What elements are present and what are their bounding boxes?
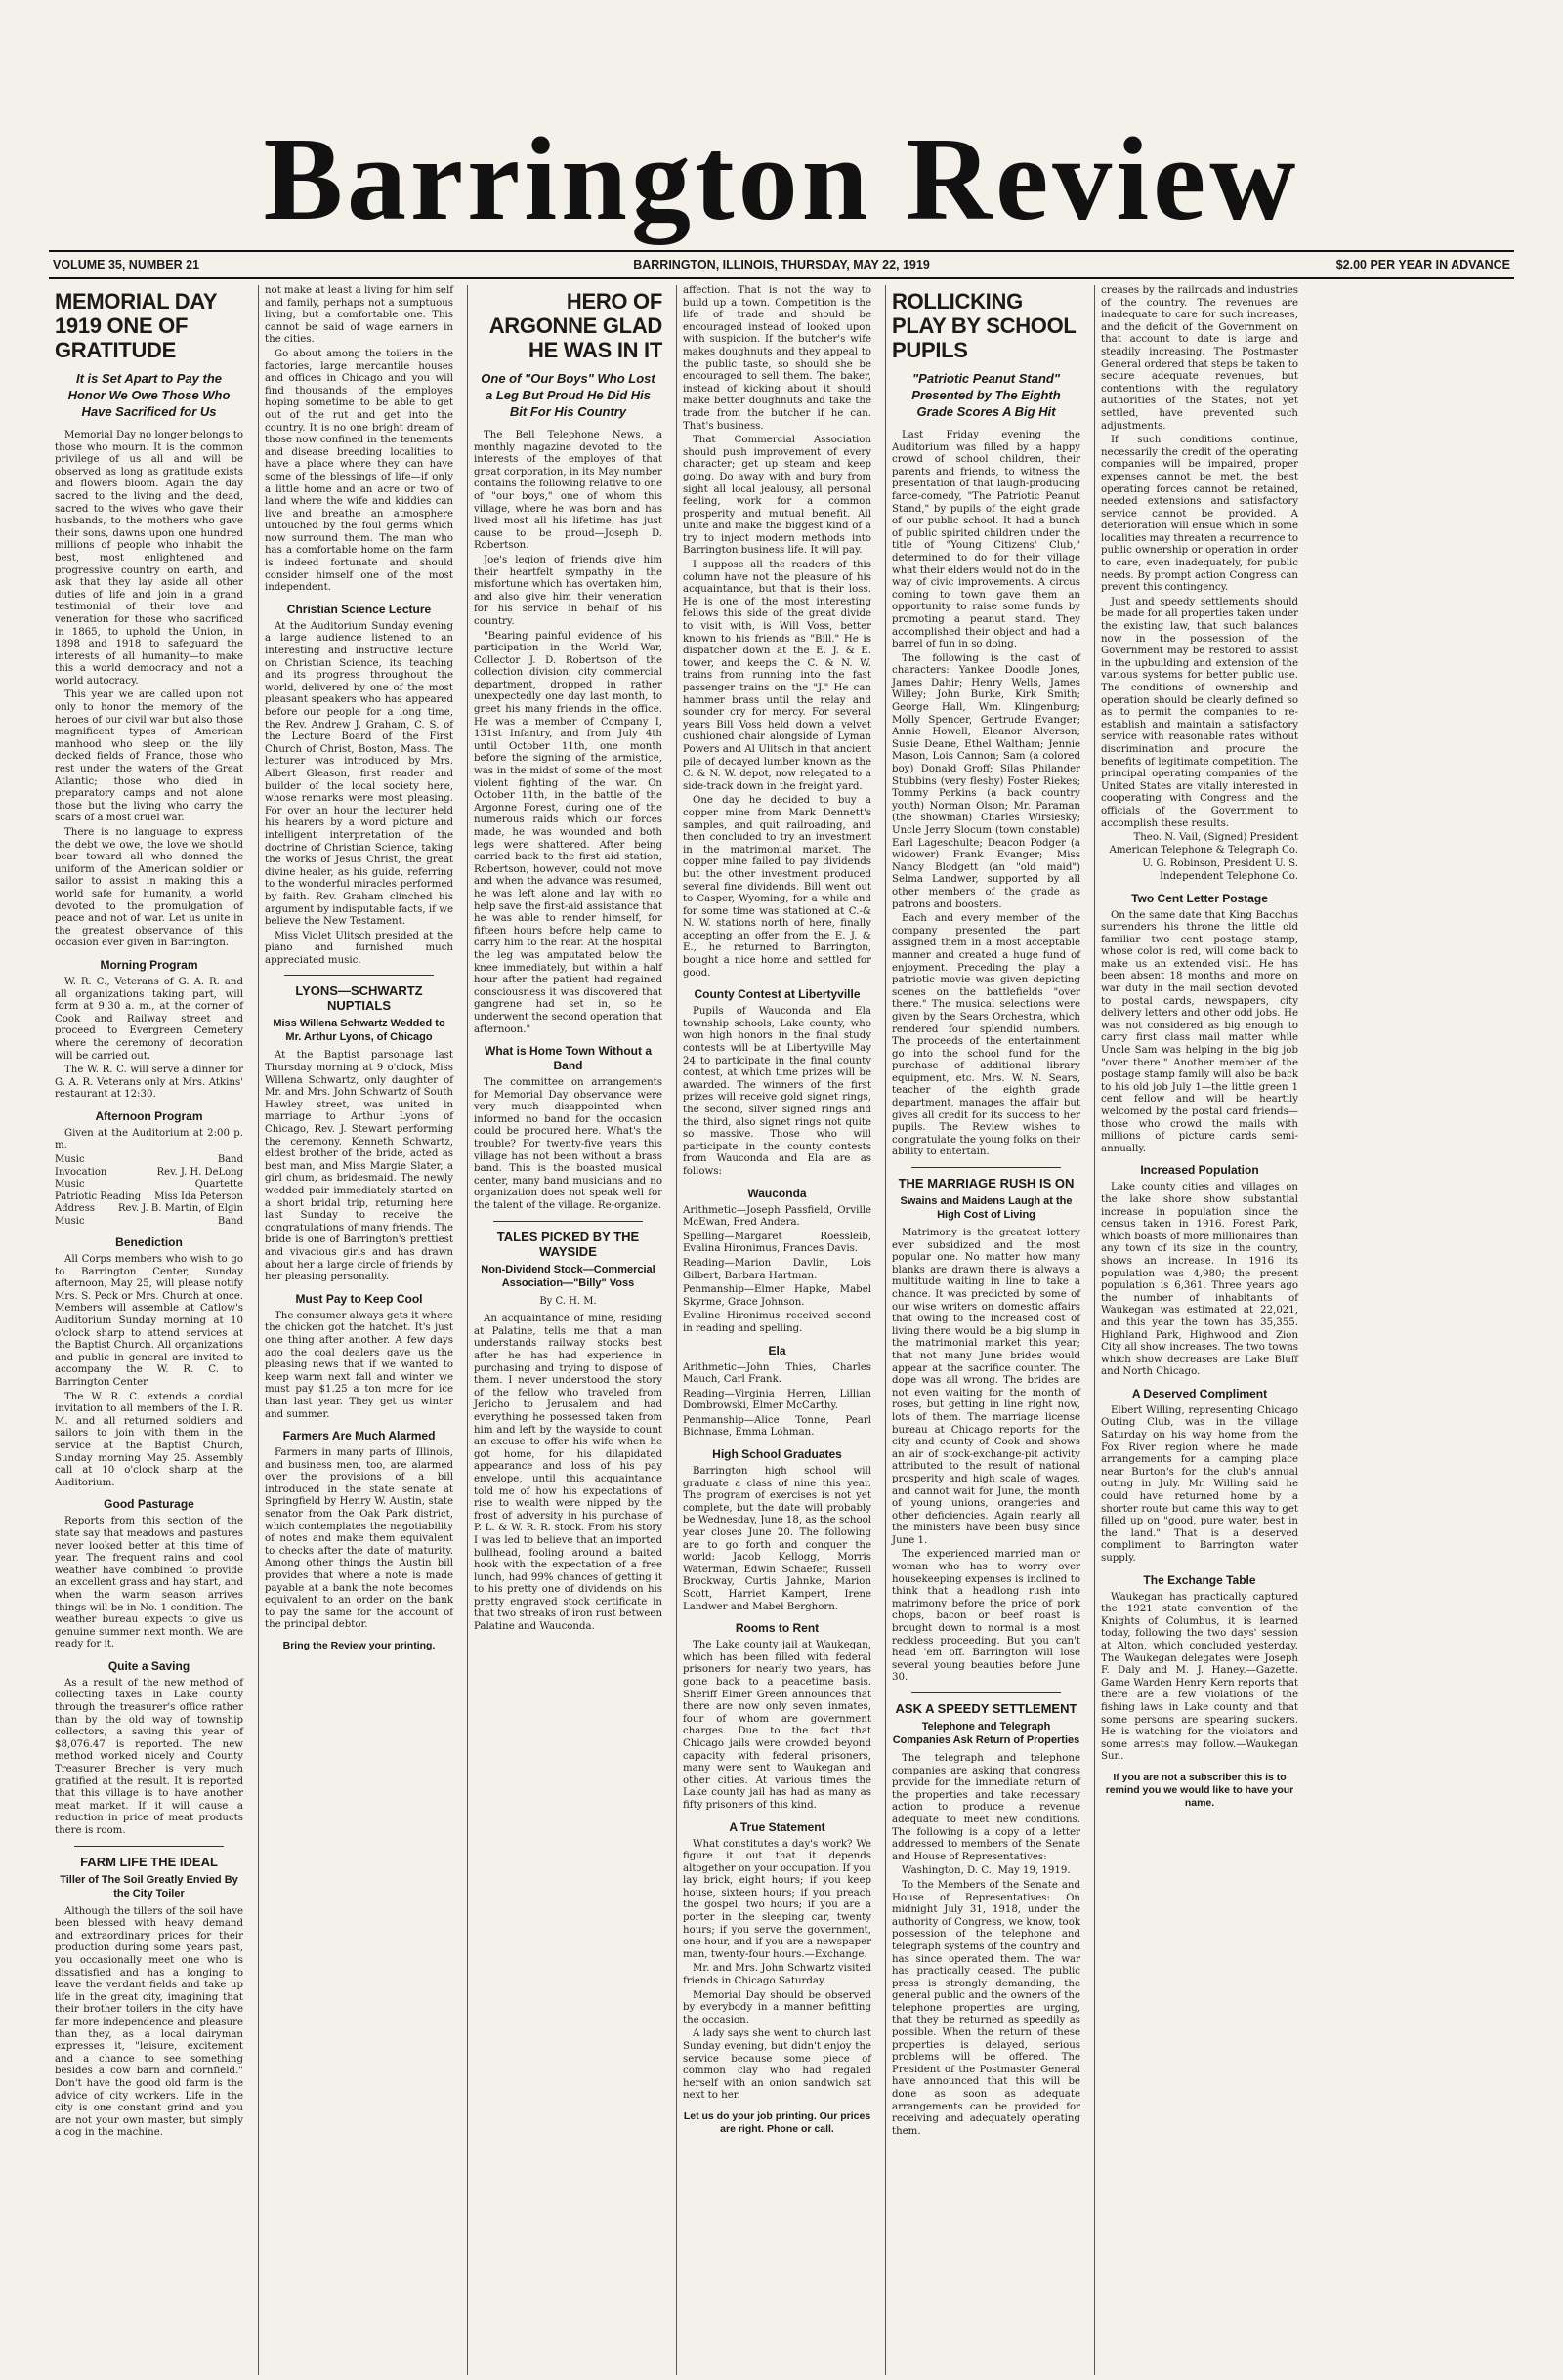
- letter-dateline: Washington, D. C., May 19, 1919.: [902, 1865, 1071, 1877]
- population-heading: Increased Population: [1140, 1163, 1259, 1178]
- columns: [49, 285, 1514, 2375]
- farm-life-subhead: Tiller of The Soil Greatly Envied By the City Toiler: [60, 1873, 238, 1900]
- program-row: Music Quartette: [55, 1179, 243, 1190]
- nuptials-headline: LYONS—SCHWARTZ NUPTIALS: [295, 983, 423, 1014]
- program-list: [55, 1154, 243, 1228]
- farm-life-headline: FARM LIFE THE IDEAL: [80, 1854, 218, 1869]
- column-2: [258, 285, 459, 2375]
- program-row: Address Rev. J. B. Martin, of Elgin: [55, 1203, 243, 1215]
- signature: U. G. Robinson, President U. S. Independent Telephone Co.: [1142, 858, 1298, 882]
- masthead-rule-bottom: [49, 277, 1514, 279]
- article-paragraph: A lady says she went to church last Sunday evening, but didn't enjoy the service because some piece of common clay who had regaled herself with an onion sandwich sat next to her.: [683, 2028, 871, 2102]
- subscriber-reminder: If you are not a subscriber this is to remind you we would like to have your name.: [1105, 1771, 1294, 1809]
- article-paragraph: Each and every member of the company presented the part assigned them in a most acceptable manner and created a huge fund of enjoyment. Preceding the play a patriotic movie was given depicting scenes on the battlefields "over there." The musical selections were given by the Sears Orchestra, which rendered four splendid numbers. The proceeds of the entertainment go into the school fund for the purchase of additional library equipment, etc. Mrs. W. N. Sears, teacher of the eighth grade department, manages the affair but gives all credit for its success to her pupils. The Review wishes to congratulate the young folks on their ability to entertain.: [892, 913, 1080, 1158]
- dateline: BARRINGTON, ILLINOIS, THURSDAY, MAY 22, 1919: [633, 258, 930, 271]
- article-paragraph: I suppose all the readers of this column have not the pleasure of his acquaintance, but that is their loss. He is one of the most interesting fellows this side of the great divide to visit with, is Will Voss, better known to his friends as "Bill." He is dispatcher down at the E. J. & E. tower, and keeps the C. & N. W. trains from running into the fast passenger trains on the "J." He can hammer brass until the relay and sounder cry for mercy. For several years Bill Voss held down a velvet cushioned chair alongside of Lyman Powers and Al Ulitsch in that ancient pile of decayed lumber known as the C. & N. W. depot, now relegated to a side-track down in the freight yard.: [683, 560, 871, 792]
- article-paragraph: As a result of the new method of collecting taxes in Lake county through the treasurer's office rather than by the old way of township collectors, a saving this year of $8,076.47 is reported. The new method worked nicely and County Treasurer Brecher is very much gratified at the result. It is reported that this village is to have another meat market. If it will cause a reduction in price of meat products there is room.: [55, 1677, 243, 1836]
- column-6: [1094, 285, 1515, 2375]
- article-paragraph: Although the tillers of the soil have been blessed with heavy demand and extraordinary prices for their production during some years past, you occasionally meet one who is dissatisfied and has a longing to leave the verdant fields and take up life in the great city, imagining that their brother toilers in the city have far more independence and pleasure than they, as a local dairyman expresses it, "leisure, excitement and a chance to see something besides a cow barn and cornfield." Don't have the good old farm is the advice of city workers. Life in the city is one constant grind and you are not your own master, but simply a cog in the machine.: [55, 1905, 243, 2139]
- article-paragraph: Joe's legion of friends give him their heartfelt sympathy in the misfortune which has overtaken him, and also give him their veneration for his service in behalf of his country.: [474, 554, 662, 627]
- article-paragraph: Waukegan has practically captured the 1921 state convention of the Knights of Columbus, it is learned today, following the two days' session at Alton, which concluded yesterday. The Waukegan delegates were Joseph F. Daly and M. J. Haney.—Gazette. Game Warden Henry Kern reports that there are a few violations of the fishing laws in Lake county and that some persons are spearing suckers. He is watching for the violators and some arrests may follow.—Waukegan Sun.: [1101, 1591, 1298, 1763]
- article-paragraph: Last Friday evening the Auditorium was filled by a happy crowd of school children, their parents and friends, to witness the presentation of that laugh-producing farce-comedy, "The Patriotic Peanut Stand," by pupils of the eight grade of our public school. It had a bunch of public spirited children under the title of "Young Citizens' Club," determined to do for their village what their elders would not do in the way of civic improvements. A circus coming to town gave them an opportunity to raise some funds by promoting a peanut stand. They accomplished their object and had a barrel of fun in so doing.: [892, 430, 1080, 650]
- article-paragraph: Reports from this section of the state say that meadows and pastures never looked better at this time of year. The frequent rains and cool weather have combined to provide an excellent grass and hay start, and when the warm season arrives things will be in No. 1 condition. The weather bureau expects to give us genuine summer next month. We are ready for it.: [55, 1516, 243, 1650]
- program-row: Music Band: [55, 1154, 243, 1166]
- argonne-headline: HERO OF ARGONNE GLAD HE WAS IN IT: [488, 289, 662, 362]
- high-school-heading: High School Graduates: [712, 1447, 842, 1462]
- article-paragraph: This year we are called upon not only to honor the memory of the heroes of our civil war but also those magnificent types of American manhood who sleep on the lily decked fields of France, those who rest under the waters of the Great Atlantic; those who died in preparatory camps and not alone those but the living who carry the scars of a most cruel war.: [55, 689, 243, 824]
- marriage-rush-subhead: Swains and Maidens Laugh at the High Cost of Living: [900, 1195, 1073, 1222]
- rooms-heading: Rooms to Rent: [735, 1621, 820, 1636]
- rollicking-play-deck: "Patriotic Peanut Stand" Presented by The Eighth Grade Scores A Big Hit: [911, 371, 1061, 419]
- article-paragraph: The Bell Telephone News, a monthly magazine devoted to the interests of the employes of that great corporation, in its May number contains the following relative to one of "our boys," one of whom this village, where he was born and has lived most all his lifetime, has just cause to be proud—Joseph D. Robertson.: [474, 430, 662, 552]
- memorial-day-headline: MEMORIAL DAY 1919 ONE OF GRATITUDE: [55, 289, 217, 362]
- rollicking-play-headline: ROLLICKING PLAY BY SCHOOL PUPILS: [892, 289, 1077, 362]
- article-paragraph: All Corps members who wish to go to Barrington Center, Sunday afternoon, May 25, will please notify Mrs. S. Peck or Mrs. Church at once. Members will assemble at Catlow's Auditorium Sunday morning at 10 o'clock sharp to attend services at the Baptist Church. All organizations and public in general are invited to accompany the W. R. C. to Barrington Center.: [55, 1254, 243, 1388]
- divider: [911, 1167, 1061, 1168]
- memorial-day-deck: It is Set Apart to Pay the Honor We Owe Those Who Have Sacrificed for Us: [67, 371, 231, 419]
- article-paragraph: The Lake county jail at Waukegan, which has been filled with federal prisoners for nearly two years, has gone back to a peacetime basis. Sheriff Elmer Green announces that there are now only seven inmates, four of whom are government charges. Due to the fact that Chicago jails were crowded beyond capacity with federal prisoners, many were sent to Waukegan and other cities. At various times the Lake county jail has had as many as fifty prisoners of this kind.: [683, 1640, 871, 1811]
- article-paragraph: Farmers in many parts of Illinois, and business men, too, are alarmed over the provisions of a bill introduced in the state senate at Springfield by Henry W. Austin, state senator from the Oak Park district, which contemplates the negotiability of notes and make them equivalent to checks after the date of maturity. Among other things the Austin bill provides that where a note is made payable at a bank the note becomes equivalent to an order on the bank to pay the same for the account of the principal debtor.: [265, 1447, 453, 1631]
- article-paragraph: creases by the railroads and industries of the country. The revenues are inadequate to care for such increases, and the deficit of the Government on that account to date is large and steadily increasing. The Postmaster General ordered that steps be taken to secure adequate revenues, but contentions with the regulatory authorities of the States, not yet settled, have prevented such adjustments.: [1101, 285, 1298, 432]
- article-paragraph: Elbert Willing, representing Chicago Outing Club, was in the village Saturday on his way home from the Fox River region where he made arrangements for a camping place near Burton's for the club's annual outing in July. Mr. Willing said he could have returned home by a shorter route but came this way to get filled up on "good, pure water, best in the land." That is a deserved compliment to Barrington water supply.: [1101, 1404, 1298, 1564]
- article-paragraph: One day he decided to buy a copper mine from Mark Dennett's samples, and quit railroading, and then concluded to try an investment in the matrimonial market. The copper mine failed to pay dividends but the other investment produced several fine dividends. Bill went out to Casper, Wyoming, for a while and for some time was stationed at C.-& N. W. stations north of here, finally accepting an offer from the E. J. & E., he returned to Barrington, bought a nice home and settled for good.: [683, 795, 871, 979]
- wauconda-list: [683, 1205, 871, 1336]
- article-paragraph: W. R. C., Veterans of G. A. R. and all organizations taking part, will form at 9:30 a. m., at the corner of Cook and Railway street and proceed to Evergreen Cemetery where the ceremony of decoration will be carried out.: [55, 976, 243, 1062]
- article-paragraph: Lake county cities and villages on the lake shore show substantial increase in population since the census taken in 1916. Forest Park, which boasts of more millionaires than any town of its size in the country, shows an increase. In 1916 its population was 4,980; the present population is 6,361. Three years ago the number of inhabitants of Waukegan was estimated at 22,021, and this year the town has 35,355. Highland Park, Highwood and Zion City all show increases. The two towns which show decreases are Lake Bluff and North Chicago.: [1101, 1182, 1298, 1378]
- divider: [284, 975, 434, 976]
- divider: [74, 1846, 224, 1847]
- article-paragraph: Miss Violet Ulitsch presided at the piano and furnished much appreciated music.: [265, 930, 453, 966]
- article-paragraph: If such conditions continue, necessarily the credit of the operating companies will be impaired, proper expenses cannot be met, the best operating forces cannot be retained, needed extensions and satisfactory service cannot be provided. A deterioration will ensue which in some localities may threaten a recurrence to public ownership or operation in order to care, even inadequately, for public needs. By prompt action Congress can prevent this contingency.: [1101, 435, 1298, 594]
- subscription-price: $2.00 PER YEAR IN ADVANCE: [1335, 258, 1510, 271]
- ela-label: Ela: [768, 1343, 786, 1357]
- list-item: Arithmetic—Joseph Passfield, Orville McEwan, Fred Andera.: [683, 1204, 871, 1229]
- article-paragraph: Memorial Day should be observed by everybody in a manner befitting the occasion.: [683, 1989, 871, 2025]
- tales-subhead: Non-Dividend Stock—Commercial Association—"Billy" Voss: [481, 1263, 655, 1289]
- article-paragraph: To the Members of the Senate and House of Representatives: On midnight July 31, 1918, under the authority of Congress, we know, took possession of the telephone and telegraph systems of the country and has since operated them. The war has practically ceased. The public press is strongly demanding, the general public and the owners of the telephone properties are urging, that they be returned as speedily as possible. When the return of these properties is delayed, serious problems will be offered. The President of the Postmaster General have announced that this will be done as soon as adequate arrangements can be provided for receiving and adequately operating them.: [892, 1879, 1080, 2137]
- article-paragraph: Pupils of Wauconda and Ela township schools, Lake county, who won high honors in the final study contests will be at Libertyville May 24 to participate in the final county contest, at which time prizes will be awarded. The winners of the first prizes will receive gold signet rings, the second, silver signed rings and the third, also signet rings not quite so massive. Those who will participate in the county contests from Wauconda and Ela are as follows:: [683, 1006, 871, 1177]
- afternoon-program-heading: Afternoon Program: [95, 1108, 203, 1123]
- article-paragraph: Barrington high school will graduate a class of nine this year. The program of exercises is not yet complete, but the date will probably be Wednesday, June 18, as the school year closes June 20. The following are to go forth and conquer the world: Jacob Kellogg, Morris Waterman, Edwin Schaefer, Russell Brockway, Curtis Jahnke, Marion Scott, Harriet Kampert, Irene Landwer and Mabel Berghorn.: [683, 1466, 871, 1612]
- article-paragraph: There is no language to express the debt we owe, the love we should bear toward all who donned the uniform of the American soldier or sailor to assist in making this a world safe for humanity, a world devoted to the promulgation of peace and not of war. Let us unite in the greatest observance of this occasion ever given in Barrington.: [55, 827, 243, 949]
- article-paragraph: Just and speedy settlements should be made for all properties taken under the existing law, that such balances now in the possession of the Government may be restored to assist in the upbuilding and extension of the various systems for better public use. The conditions of ownership and operation should be clearly defined so as to permit the companies to re-establish and maintain a satisfactory service with reasonable rates without discrimination and procure the benefits of legitimate competition. The principal operating companies of the United States are vitally interested in cooperating with Congress and the officials of the Government to accomplish these results.: [1101, 596, 1298, 829]
- article-paragraph: The W. R. C. will serve a dinner for G. A. R. Veterans only at Mrs. Atkins' restaurant at 12:30.: [55, 1065, 243, 1101]
- article-paragraph: "Bearing painful evidence of his participation in the World War, Collector J. D. Robertson of the collection division, city commercial department, dropped in rather unexpectedly one day last month, to greet his many friends in the office. He was a member of Company I, 131st Infantry, and from July 4th until October 11th, one month before the signing of the armistice, was in the midst of some of the most violent fighting of the war. On October 11th, in the battle of the Argonne Forest, during one of the numerous raids which our forces made, he was wounded and both legs were shattered. After being carried back to the first aid station, Robertson, however, could not move and when the advance was resumed, he was left alone and lay with no help save the first-aid assistance that he was able to render himself, for fifteen hours before help came to carry him to the rear. At the hospital the leg was amputated below the knee immediately, but within a half hour after the patient had regained consciousness it was discovered that gangrene had set in, so he underwent the second operation that afternoon.": [474, 630, 662, 1035]
- marriage-rush-headline: THE MARRIAGE RUSH IS ON: [898, 1176, 1075, 1191]
- exchange-table-heading: The Exchange Table: [1143, 1572, 1256, 1587]
- list-item: Spelling—Margaret Roessleib, Evalina Hironimus, Frances Davis.: [683, 1231, 871, 1255]
- column-5: [885, 285, 1086, 2375]
- article-paragraph: The following is the cast of characters: Yankee Doodle Jones, James Dahir; Henry Wells, James Willey; John Burke, Kirk Smith; George Hall, Wm. Klingenburg; Molly Spencer, Gertrude Evanger; Annie Howell, Eleanor Alverson; Susie Deane, Ethel Waltham; Jennie Mason, Lois Cannon; Sam (a colored boy) Donald Groff; Silas Philander Stubbins (very fleshy) Foster Riekes; Tommy Perkins (a back country youth) Norman Olson; Mr. Paraman (the showman) Charles Wirsiesky; Uncle Jerry Slocum (town constable) Earl Lageschulte; Deacon Podger (a widower) Frank Evanger; Miss Nancy Blodgett (an "old maid") Selma Landwer, supported by all other members of the grade as patrons and boosters.: [892, 652, 1080, 910]
- ela-list: [683, 1362, 871, 1441]
- compliment-heading: A Deserved Compliment: [1131, 1386, 1268, 1400]
- article-paragraph: Go about among the toilers in the factories, large mercantile houses and offices in Chicago and you will find thousands of the employes hoping sometime to be able to get out of the rut and get into the country. It is no one bright dream of those now confined in the tenements and disease breeding localities to have a place where they can have some of the blessings of life—if only a little home and an acre or two of land where the wife and kiddies can live and breathe an atmosphere untouched by the foul germs which now surround them. The man who has a comfortable home on the farm is indeed fortunate and should consider himself one of the most independent.: [265, 348, 453, 594]
- article-paragraph: not make at least a living for him self and family, perhaps not a sumptuous living, but a comfortable one. This cannot be said of wage earners in the cities.: [265, 285, 453, 346]
- wauconda-label: Wauconda: [747, 1186, 807, 1200]
- article-paragraph: Mr. and Mrs. John Schwartz visited friends in Chicago Saturday.: [683, 1963, 871, 1987]
- printing-ad: Bring the Review your printing.: [282, 1640, 436, 1651]
- article-paragraph: At the Baptist parsonage last Thursday morning at 9 o'clock, Miss Willena Schwartz, only daughter of Mr. and Mrs. John Schwartz of South Hawley street, was united in marriage to Arthur Lyons of Chicago, Rev. J. Stewart performing the ceremony. Kenneth Schwartz, eldest brother of the bride, acted as best man, and Miss Margie Slater, a girl chum, as bridesmaid. The newly wedded pair immediately started on a short bridal trip, returning here last Sunday to receive the congratulations of many friends. The bride is one of Barrington's prettiest and vivacious girls and has drawn about her a large circle of friends by her pleasing personality.: [265, 1050, 453, 1283]
- article-paragraph: What constitutes a day's work? We figure it out that it depends altogether on your occupation. If you lay brick, eight hours; if you keep house, sixteen hours; if you preach the gospel, two hours; if you are a porter in the sleeping car, twenty hours; if you serve the government, one hour, and if you are a newspaper man, twenty-four hours.—Exchange.: [683, 1838, 871, 1960]
- benediction-label: Benediction: [115, 1235, 183, 1250]
- christian-science-heading: Christian Science Lecture: [286, 602, 432, 616]
- newspaper-title: Barrington Review: [263, 113, 1300, 245]
- morning-program-heading: Morning Program: [100, 957, 198, 972]
- farmers-heading: Farmers Are Much Alarmed: [282, 1429, 436, 1443]
- article-paragraph: The committee on arrangements for Memorial Day observance were very much disappointed when informed no band for the occasion could be procured here. What's the trouble? For twenty-five years this village has not been without a brass band. This is the boasted musical center, many band musicians and no organization does not speak well for the talent of the village. Re-organize.: [474, 1077, 662, 1212]
- list-item: Penmanship—Alice Tonne, Pearl Bichnase, Emma Lohman.: [683, 1414, 871, 1439]
- divider: [493, 1221, 643, 1222]
- home-town-band-heading: What is Home Town Without a Band: [485, 1044, 652, 1073]
- argonne-deck: One of "Our Boys" Who Lost a Leg But Proud He Did His Bit For His Country: [481, 371, 655, 419]
- article-paragraph: The W. R. C. extends a cordial invitation to all members of the I. R. M. and all returned soldiers and sailors to join with them in the service at the Baptist Church, Sunday morning May 25. Assembly call at 10 o'clock sharp at the Auditorium.: [55, 1391, 243, 1488]
- article-paragraph: The telegraph and telephone companies are asking that congress provide for the immediate return of the properties and take necessary action to produce a revenue adequate to meet new conditions. The following is a copy of a letter addressed to members of the Senate and House of Representatives:: [892, 1753, 1080, 1862]
- postage-heading: Two Cent Letter Postage: [1131, 891, 1268, 905]
- list-item: Evaline Hironimus received second in reading and spelling.: [683, 1311, 871, 1334]
- column-4: [676, 285, 877, 2375]
- article-paragraph: Memorial Day no longer belongs to those who mourn. It is the common privilege of us all and will be observed as long as gratitude exists and flowers bloom. Again the day sacred to the living and the dead, sacred to the wives who gave their husbands, to the mothers who gave their sons, dawns upon one hundred millions of people who inhabit the best, most enlightened and progressive country on earth, and ask that they lay aside all other duties of life and join in a grand testimonial of their love and veneration for those who sacrificed in 1865, to uphold the Union, in 1898 and 1918 to safeguard the interests of all humanity—to make this a world democracy and not a world autocracy.: [55, 430, 243, 687]
- article-paragraph: Matrimony is the greatest lottery ever subsidized and the most popular one. No matter how many blanks are drawn there is always a multitude waiting in line to take a chance. It was predicted by some of our wise writers on domestic affairs that owing to the increased cost of living there would be a big slump in the matrimonial market this year; that not many June brides would appear at the sacrifice counter. The dope was all wrong. The brides are not even waiting for the month of roses, but getting in line right now, lots of them. The marriage license bureau at Chicago reports for the city and county of Cook and shows an air of stock-exchange-pit activity attributed to the result of national prosperity and high scale of wages, and cannot wait for June, the month of young unions, orangeries and other deficiencies. Again nearly all the ministers have been busy since June 1.: [892, 1228, 1080, 1546]
- speedy-settlement-subhead: Telephone and Telegraph Companies Ask Return of Properties: [892, 1721, 1080, 1746]
- list-item: Reading—Marion Davlin, Lois Gilbert, Barbara Hartman.: [683, 1257, 871, 1281]
- list-item: Reading—Virginia Herren, Lillian Dombrowski, Elmer McCarthy.: [683, 1388, 871, 1412]
- column-3: [467, 285, 668, 2375]
- signature: Theo. N. Vail, (Signed) President American Telephone & Telegraph Co.: [1109, 832, 1298, 856]
- dateline-bar: [53, 256, 1510, 273]
- program-row: Music Band: [55, 1215, 243, 1227]
- article-paragraph: On the same date that King Bacchus surrenders his throne the little old familiar two cent postage stamp, whose color is red, will come back to make us an extended visit. He has been absent 18 months and more on war duty in the mail section devoted to postal cards, newspapers, city delivery letters and other odd jobs. He was not considered as big enough to carry first class mail matter while Uncle Sam was helping in the big job "over there." Another member of the postage stamp family will also be back to his old job July 1—the little green 1 cent fellow and will be heartily welcomed by the postal card friends—those who crowd the mails with millions of picture cards semi-annually.: [1101, 909, 1298, 1154]
- article-paragraph: The experienced married man or woman who has to worry over housekeeping expenses is inclined to think that a headlong rush into matrimony before the price of pork chops, bacon or beef roast is brought down to normal is a most reckless proceeding. But you can't head 'em off. Barrington will lose several young beauties before June 30.: [892, 1549, 1080, 1684]
- article-paragraph: That Commercial Association should push improvement of every character; get up steam and keep going. Do away with and bury from sight all local jealousy, all personal feeling, work for a common prosperity and mutual benefit. All unite and make the biggest kind of a try to inject modern methods into Barrington business life. It will pay.: [683, 435, 871, 557]
- article-paragraph: At the Auditorium Sunday evening a large audience listened to an interesting and instructive lecture on Christian Science, its teaching and its progress throughout the world, delivered by one of the most pleasant speakers who has appeared before our people for a long time, the Rev. Andrew J. Graham, C. S. of the Lecture Board of the First Church of Christ, Boston, Mass. The lecturer was introduced by Mrs. Albert Gleason, first reader and builder of the local society here, whose remarks were most pleasing. For over an hour the lecturer held his hearers by a word picture and intelligent interpretation of the doctrine of Christian Science, taking the works of Jesus Christ, the great divine healer, as his guide, referring to the wonderful miracles performed by faith. Rev. Graham clinched his argument by indisputable facts, if we believe the New Testament.: [265, 620, 453, 928]
- column-1: [49, 285, 249, 2375]
- job-printing-ad: Let us do your job printing. Our prices are right. Phone or call.: [683, 2109, 871, 2135]
- article-paragraph: Given at the Auditorium at 2:00 p. m.: [55, 1127, 243, 1151]
- true-statement-heading: A True Statement: [729, 1819, 825, 1834]
- divider: [911, 1692, 1061, 1693]
- pasturage-heading: Good Pasturage: [104, 1497, 194, 1512]
- nuptials-subhead: Miss Willena Schwartz Wedded to Mr. Arthur Lyons, of Chicago: [273, 1018, 445, 1044]
- saving-heading: Quite a Saving: [107, 1658, 190, 1673]
- list-item: Arithmetic—John Thies, Charles Mauch, Carl Frank.: [683, 1361, 871, 1386]
- article-paragraph: An acquaintance of mine, residing at Palatine, tells me that a man understands railway stocks best after he has had experience in purchasing and trying to dispose of them. I never understood the story of the fellow who traveled from Jericho to Jerusalem and had everything he possessed taken from him and left by the wayside to count an excuse to offer his wife when he got home, for his dilapidated appearance and loss of his pay envelope, until this acquaintance told me of how his expectations of rise to wealth were nipped by the frost of adversity in his purchase of P. L. & W. R. R. stock. From his story I was led to believe that an imported bullhead, fooling around a baited hook with the expectation of a free lunch, had 99% chances of getting it to his pretty one of dividends on his pretty engraved stock certificate in that two streaks of iron rust between Palatine and Wauconda.: [474, 1314, 662, 1633]
- county-contest-heading: County Contest at Libertyville: [694, 987, 861, 1002]
- article-paragraph: The consumer always gets it where the chicken got the hatchet. It's just one thing after another. A few days ago the coal dealers gave us the pleasing news that if we wanted to keep warm next fall and winter we must pay $1.25 a ton more for ice than last year. They get us winter and summer.: [265, 1310, 453, 1420]
- program-row: Patriotic Reading Miss Ida Peterson: [55, 1190, 243, 1202]
- list-item: Penmanship—Elmer Hapke, Mabel Skyrme, Grace Johnson.: [683, 1284, 871, 1308]
- tales-headline: TALES PICKED BY THE WAYSIDE: [496, 1229, 640, 1259]
- speedy-settlement-headline: ASK A SPEEDY SETTLEMENT: [895, 1701, 1077, 1716]
- tales-byline: By C. H. M.: [539, 1295, 597, 1307]
- volume-number: VOLUME 35, NUMBER 21: [53, 258, 200, 271]
- article-paragraph: affection. That is not the way to build up a town. Competition is the life of trade and should be encouraged instead of looked upon with suspicion. If the butcher's wife makes doughnuts and they appeal to the public taste, so should she be encouraged to sell them. The baker, instead of kicking about it should make better doughnuts and take the trade from the butcher if he can. That's business.: [683, 285, 871, 432]
- program-row: Invocation Rev. J. H. DeLong: [55, 1166, 243, 1178]
- masthead: [49, 113, 1514, 245]
- masthead-rule-top: [49, 250, 1514, 252]
- keep-cool-heading: Must Pay to Keep Cool: [295, 1291, 423, 1306]
